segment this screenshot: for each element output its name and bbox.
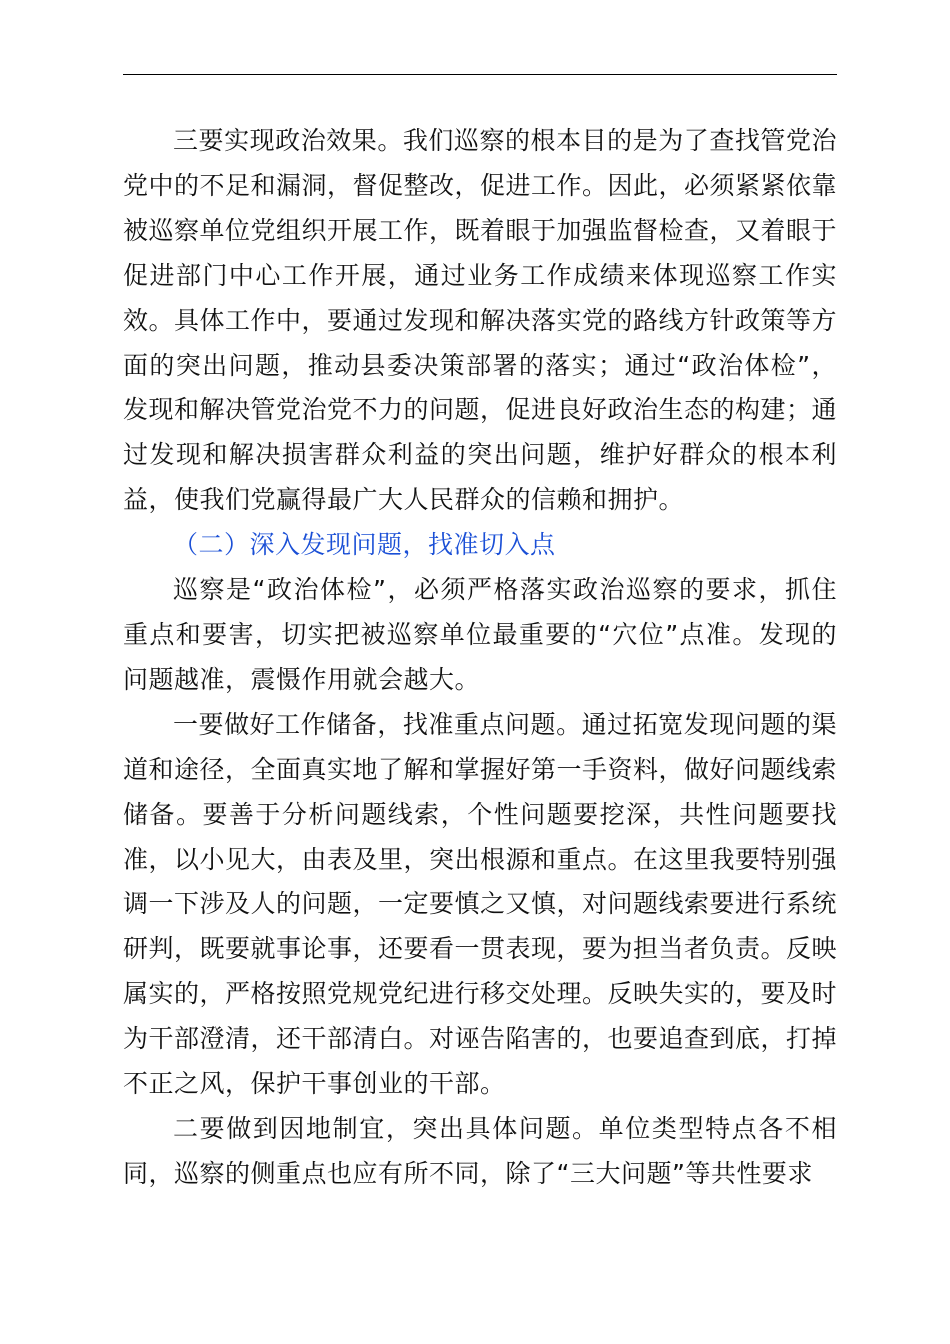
header-rule [123, 74, 837, 75]
document-body [123, 119, 837, 1197]
paragraph-local-conditions: 二要做到因地制宜，突出具体问题。单位类型特点各不相同，巡察的侧重点也应有所不同，除了“三大问题”等共性要求 [123, 1113, 837, 1188]
paragraph-work-reserve: 一要做好工作储备，找准重点问题。通过拓宽发现问题的渠道和途径，全面真实地了解和掌握好第一手资料，做好问题线索储备。要善于分析问题线索，个性问题要挖深，共性问题要找准，以小见大，由表及里，突出根源和重点。在这里我要特别强调一下涉及人的问题，一定要慎之又慎，对问题线索要进行系统研判，既要就事论事，还要看一贯表现，要为担当者负责。反映属实的，严格按照党规党纪进行移交处理。反映失实的，要及时为干部澄清，还干部清白。对诬告陷害的，也要追查到底，打掉不正之风，保护干事创业的干部。 [123, 709, 838, 1099]
section-heading-2: （二）深入发现问题，找准切入点 [173, 530, 556, 560]
paragraph-political-checkup: 巡察是“政治体检”，必须严格落实政治巡察的要求，抓住重点和要害，切实把被巡察单位最重要的“穴位”点准。发现的问题越准，震慑作用就会越大。 [123, 575, 837, 694]
paragraph-political-effect: 三要实现政治效果。我们巡察的根本目的是为了查找管党治党中的不足和漏洞，督促整改，促进工作。因此，必须紧紧依靠被巡察单位党组织开展工作，既着眼于加强监督检查，又着眼于促进部门中心工作开展，通过业务工作成绩来体现巡察工作实效。具体工作中，要通过发现和解决落实党的路线方针政策等方面的突出问题，推动县委决策部署的落实；通过“政治体检”，发现和解决管党治党不力的问题，促进良好政治生态的构建；通过发现和解决损害群众利益的突出问题，维护好群众的根本利益，使我们党赢得最广大人民群众的信赖和拥护。 [123, 126, 838, 515]
